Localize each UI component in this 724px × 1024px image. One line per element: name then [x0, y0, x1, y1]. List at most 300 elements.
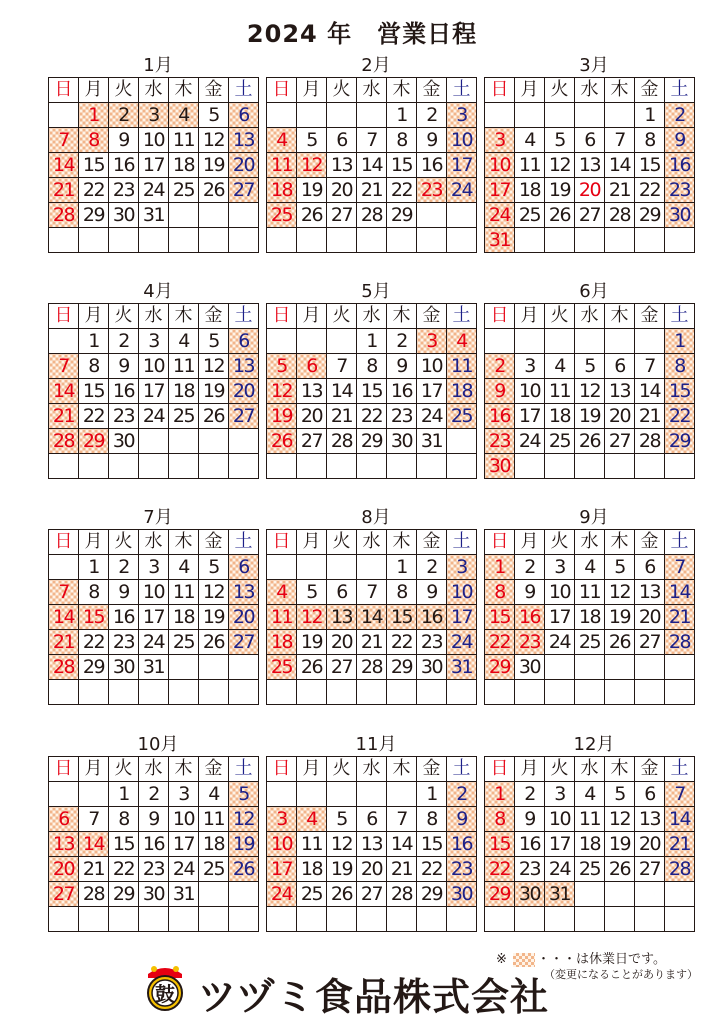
empty-cell — [515, 680, 545, 705]
empty-cell — [199, 228, 229, 253]
empty-cell — [139, 907, 169, 932]
month-name: 12月 — [573, 734, 615, 755]
empty-cell — [327, 228, 357, 253]
empty-cell — [49, 555, 79, 580]
empty-cell — [327, 680, 357, 705]
day-cell: 22 — [357, 404, 387, 429]
day-cell: 14 — [357, 153, 387, 178]
day-cell: 5 — [297, 580, 327, 605]
day-cell: 30 — [515, 655, 545, 680]
day-cell: 28 — [387, 882, 417, 907]
day-cell: 2 — [109, 103, 139, 128]
day-cell: 7 — [49, 580, 79, 605]
empty-cell — [297, 329, 327, 354]
day-cell: 18 — [169, 605, 199, 630]
month-grid — [266, 303, 477, 479]
day-cell: 20 — [575, 178, 605, 203]
weekday-header-row — [267, 757, 477, 782]
empty-cell — [169, 454, 199, 479]
weekday-header: 木 — [387, 757, 417, 782]
day-cell: 24 — [169, 857, 199, 882]
empty-cell — [635, 907, 665, 932]
month-name: 7月 — [143, 507, 173, 528]
empty-cell — [635, 655, 665, 680]
empty-cell — [297, 907, 327, 932]
weekday-header: 火 — [327, 530, 357, 555]
day-cell: 21 — [605, 178, 635, 203]
week-row — [49, 857, 259, 882]
empty-cell — [357, 555, 387, 580]
day-cell: 9 — [515, 580, 545, 605]
day-cell: 12 — [267, 379, 297, 404]
week-row — [49, 128, 259, 153]
empty-cell — [665, 907, 695, 932]
empty-cell — [447, 228, 477, 253]
day-cell: 19 — [297, 630, 327, 655]
day-cell: 6 — [357, 807, 387, 832]
day-cell: 1 — [665, 329, 695, 354]
weekday-header: 火 — [327, 757, 357, 782]
day-cell: 23 — [447, 857, 477, 882]
day-cell: 17 — [545, 605, 575, 630]
day-cell: 5 — [199, 103, 229, 128]
week-row — [49, 178, 259, 203]
weekday-header: 火 — [109, 78, 139, 103]
weekday-header: 月 — [297, 304, 327, 329]
day-cell: 17 — [447, 605, 477, 630]
day-cell: 29 — [79, 655, 109, 680]
weekday-header: 金 — [199, 304, 229, 329]
day-cell: 9 — [447, 807, 477, 832]
empty-cell — [575, 882, 605, 907]
weekday-header: 土 — [447, 78, 477, 103]
weekday-header: 金 — [635, 304, 665, 329]
empty-cell — [485, 329, 515, 354]
empty-cell — [665, 228, 695, 253]
day-cell: 2 — [515, 782, 545, 807]
weekday-header: 月 — [79, 530, 109, 555]
weekday-header: 火 — [545, 78, 575, 103]
week-row — [485, 807, 695, 832]
empty-cell — [605, 329, 635, 354]
week-row — [49, 103, 259, 128]
day-cell: 13 — [297, 379, 327, 404]
weekday-header: 金 — [417, 78, 447, 103]
day-cell: 1 — [109, 782, 139, 807]
empty-cell — [575, 655, 605, 680]
weekday-header: 土 — [665, 530, 695, 555]
weekday-header: 金 — [635, 757, 665, 782]
weekday-header: 日 — [267, 78, 297, 103]
day-cell: 16 — [447, 832, 477, 857]
month-calendar — [484, 55, 704, 253]
day-cell: 28 — [635, 429, 665, 454]
day-cell: 15 — [485, 605, 515, 630]
day-cell: 20 — [357, 857, 387, 882]
week-row — [49, 153, 259, 178]
day-cell: 15 — [357, 379, 387, 404]
week-row — [49, 429, 259, 454]
week-row — [267, 580, 477, 605]
day-cell: 1 — [417, 782, 447, 807]
empty-cell — [169, 203, 199, 228]
empty-cell — [515, 329, 545, 354]
day-cell: 18 — [515, 178, 545, 203]
day-cell: 25 — [545, 429, 575, 454]
day-cell: 25 — [267, 655, 297, 680]
empty-cell — [485, 103, 515, 128]
day-cell: 30 — [665, 203, 695, 228]
day-cell: 2 — [485, 354, 515, 379]
day-cell: 12 — [229, 807, 259, 832]
day-cell: 6 — [49, 807, 79, 832]
day-cell: 15 — [79, 379, 109, 404]
weekday-header: 日 — [485, 757, 515, 782]
month-grid — [266, 529, 477, 705]
empty-cell — [199, 429, 229, 454]
day-cell: 9 — [417, 128, 447, 153]
day-cell: 20 — [327, 630, 357, 655]
empty-cell — [199, 655, 229, 680]
day-cell: 12 — [605, 580, 635, 605]
empty-cell — [575, 329, 605, 354]
day-cell: 1 — [387, 103, 417, 128]
weekday-header: 土 — [229, 78, 259, 103]
day-cell: 11 — [199, 807, 229, 832]
weekday-header: 水 — [357, 530, 387, 555]
week-row — [267, 907, 477, 932]
empty-cell — [199, 882, 229, 907]
week-row — [49, 580, 259, 605]
day-cell: 14 — [635, 379, 665, 404]
week-row — [485, 203, 695, 228]
empty-cell — [357, 907, 387, 932]
month-name: 3月 — [579, 55, 609, 76]
day-cell: 31 — [417, 429, 447, 454]
day-cell: 18 — [267, 630, 297, 655]
weekday-header-row — [49, 530, 259, 555]
day-cell: 18 — [169, 379, 199, 404]
week-row — [485, 580, 695, 605]
week-row — [485, 832, 695, 857]
empty-cell — [417, 203, 447, 228]
day-cell: 14 — [605, 153, 635, 178]
day-cell: 26 — [545, 203, 575, 228]
day-cell: 26 — [199, 178, 229, 203]
week-row — [485, 429, 695, 454]
empty-cell — [447, 907, 477, 932]
day-cell: 10 — [485, 153, 515, 178]
weekday-header: 金 — [417, 757, 447, 782]
day-cell: 3 — [417, 329, 447, 354]
day-cell: 31 — [545, 882, 575, 907]
weekday-header: 金 — [417, 304, 447, 329]
week-row — [267, 555, 477, 580]
day-cell: 1 — [357, 329, 387, 354]
day-cell: 5 — [199, 555, 229, 580]
day-cell: 17 — [515, 404, 545, 429]
day-cell: 8 — [485, 807, 515, 832]
day-cell: 1 — [387, 555, 417, 580]
day-cell: 17 — [447, 153, 477, 178]
weekday-header: 月 — [515, 530, 545, 555]
day-cell: 25 — [297, 882, 327, 907]
weekday-header: 土 — [447, 304, 477, 329]
month-name: 5月 — [361, 281, 391, 302]
week-row — [49, 605, 259, 630]
month-name: 10月 — [137, 734, 179, 755]
day-cell: 26 — [199, 630, 229, 655]
empty-cell — [229, 882, 259, 907]
week-row — [267, 832, 477, 857]
day-cell: 18 — [575, 605, 605, 630]
weekday-header: 木 — [169, 78, 199, 103]
week-row — [267, 882, 477, 907]
empty-cell — [109, 454, 139, 479]
day-cell: 28 — [665, 630, 695, 655]
weekday-header: 水 — [575, 757, 605, 782]
day-cell: 25 — [267, 203, 297, 228]
empty-cell — [665, 454, 695, 479]
month-name: 1月 — [143, 55, 173, 76]
day-cell: 7 — [49, 128, 79, 153]
weekday-header: 日 — [49, 78, 79, 103]
day-cell: 2 — [515, 555, 545, 580]
day-cell: 27 — [357, 882, 387, 907]
day-cell: 19 — [199, 153, 229, 178]
day-cell: 11 — [169, 128, 199, 153]
day-cell: 12 — [199, 354, 229, 379]
company-name: ツヅミ食品株式会社 — [198, 975, 550, 1019]
day-cell: 24 — [139, 630, 169, 655]
day-cell: 7 — [357, 128, 387, 153]
empty-cell — [79, 782, 109, 807]
week-row — [267, 404, 477, 429]
weekday-header: 水 — [575, 304, 605, 329]
day-cell: 29 — [109, 882, 139, 907]
empty-cell — [515, 907, 545, 932]
day-cell: 13 — [229, 354, 259, 379]
empty-cell — [109, 907, 139, 932]
day-cell: 10 — [169, 807, 199, 832]
week-row — [485, 882, 695, 907]
weekday-header: 金 — [635, 78, 665, 103]
day-cell: 5 — [605, 782, 635, 807]
day-cell: 6 — [327, 128, 357, 153]
day-cell: 6 — [605, 354, 635, 379]
day-cell: 25 — [575, 857, 605, 882]
day-cell: 29 — [665, 429, 695, 454]
day-cell: 16 — [109, 605, 139, 630]
weekday-header: 日 — [49, 757, 79, 782]
week-row — [485, 555, 695, 580]
empty-cell — [575, 907, 605, 932]
day-cell: 30 — [417, 655, 447, 680]
day-cell: 8 — [635, 128, 665, 153]
day-cell: 23 — [665, 178, 695, 203]
empty-cell — [267, 680, 297, 705]
day-cell: 9 — [515, 807, 545, 832]
empty-cell — [485, 680, 515, 705]
empty-cell — [267, 782, 297, 807]
day-cell: 23 — [515, 630, 545, 655]
weekday-header: 水 — [139, 530, 169, 555]
day-cell: 6 — [229, 555, 259, 580]
day-cell: 15 — [79, 605, 109, 630]
day-cell: 14 — [387, 832, 417, 857]
day-cell: 9 — [109, 128, 139, 153]
week-row — [485, 605, 695, 630]
day-cell: 14 — [49, 153, 79, 178]
day-cell: 15 — [387, 153, 417, 178]
day-cell: 13 — [605, 379, 635, 404]
day-cell: 1 — [485, 555, 515, 580]
weekday-header: 日 — [267, 530, 297, 555]
empty-cell — [357, 680, 387, 705]
day-cell: 3 — [447, 103, 477, 128]
empty-cell — [417, 228, 447, 253]
day-cell: 28 — [49, 655, 79, 680]
day-cell: 11 — [169, 580, 199, 605]
weekday-header: 木 — [605, 304, 635, 329]
week-row — [485, 128, 695, 153]
empty-cell — [139, 429, 169, 454]
week-row — [49, 329, 259, 354]
day-cell: 28 — [327, 429, 357, 454]
day-cell: 21 — [49, 178, 79, 203]
empty-cell — [635, 228, 665, 253]
empty-cell — [665, 882, 695, 907]
week-row — [49, 907, 259, 932]
day-cell: 19 — [605, 832, 635, 857]
day-cell: 13 — [635, 580, 665, 605]
day-cell: 21 — [387, 857, 417, 882]
weekday-header: 木 — [605, 757, 635, 782]
empty-cell — [515, 103, 545, 128]
week-row — [485, 630, 695, 655]
empty-cell — [605, 228, 635, 253]
day-cell: 1 — [79, 555, 109, 580]
day-cell: 15 — [417, 832, 447, 857]
day-cell: 7 — [327, 354, 357, 379]
empty-cell — [199, 680, 229, 705]
month-name: 4月 — [143, 281, 173, 302]
empty-cell — [387, 680, 417, 705]
day-cell: 24 — [139, 404, 169, 429]
day-cell: 8 — [357, 354, 387, 379]
day-cell: 25 — [169, 178, 199, 203]
weekday-header: 月 — [515, 757, 545, 782]
week-row — [49, 807, 259, 832]
week-row — [49, 782, 259, 807]
day-cell: 15 — [109, 832, 139, 857]
empty-cell — [327, 103, 357, 128]
weekday-header: 月 — [515, 78, 545, 103]
week-row — [267, 807, 477, 832]
day-cell: 7 — [605, 128, 635, 153]
day-cell: 5 — [297, 128, 327, 153]
day-cell: 26 — [605, 630, 635, 655]
day-cell: 18 — [447, 379, 477, 404]
empty-cell — [267, 329, 297, 354]
day-cell: 7 — [665, 555, 695, 580]
day-cell: 16 — [485, 404, 515, 429]
day-cell: 28 — [605, 203, 635, 228]
day-cell: 26 — [297, 203, 327, 228]
day-cell: 1 — [485, 782, 515, 807]
day-cell: 21 — [635, 404, 665, 429]
day-cell: 16 — [515, 605, 545, 630]
day-cell: 28 — [357, 203, 387, 228]
page-title: 2024 年 営業日程 — [246, 20, 478, 48]
weekday-header: 火 — [109, 757, 139, 782]
empty-cell — [605, 454, 635, 479]
day-cell: 11 — [267, 153, 297, 178]
week-row — [485, 153, 695, 178]
day-cell: 22 — [485, 630, 515, 655]
day-cell: 13 — [49, 832, 79, 857]
weekday-header-row — [485, 530, 695, 555]
day-cell: 6 — [327, 580, 357, 605]
day-cell: 27 — [327, 203, 357, 228]
day-cell: 22 — [79, 178, 109, 203]
empty-cell — [49, 329, 79, 354]
weekday-header: 木 — [605, 78, 635, 103]
day-cell: 24 — [267, 882, 297, 907]
day-cell: 17 — [169, 832, 199, 857]
week-row — [485, 178, 695, 203]
day-cell: 26 — [575, 429, 605, 454]
day-cell: 3 — [485, 128, 515, 153]
day-cell: 3 — [447, 555, 477, 580]
empty-cell — [515, 228, 545, 253]
week-row — [485, 329, 695, 354]
day-cell: 17 — [139, 153, 169, 178]
weekday-header: 金 — [199, 78, 229, 103]
day-cell: 7 — [49, 354, 79, 379]
empty-cell — [327, 907, 357, 932]
day-cell: 20 — [635, 605, 665, 630]
week-row — [49, 680, 259, 705]
day-cell: 25 — [515, 203, 545, 228]
day-cell: 4 — [267, 580, 297, 605]
day-cell: 23 — [387, 404, 417, 429]
weekday-header: 日 — [485, 304, 515, 329]
empty-cell — [357, 782, 387, 807]
empty-cell — [387, 228, 417, 253]
empty-cell — [545, 329, 575, 354]
day-cell: 4 — [297, 807, 327, 832]
month-grid — [266, 756, 477, 932]
empty-cell — [49, 228, 79, 253]
day-cell: 11 — [267, 605, 297, 630]
week-row — [267, 329, 477, 354]
weekday-header: 土 — [229, 530, 259, 555]
empty-cell — [297, 782, 327, 807]
weekday-header-row — [485, 78, 695, 103]
day-cell: 13 — [635, 807, 665, 832]
empty-cell — [485, 907, 515, 932]
weekday-header: 日 — [485, 78, 515, 103]
month-name: 9月 — [579, 507, 609, 528]
weekday-header-row — [485, 304, 695, 329]
day-cell: 10 — [515, 379, 545, 404]
month-grid — [266, 77, 477, 253]
weekday-header: 月 — [79, 78, 109, 103]
empty-cell — [199, 203, 229, 228]
day-cell: 8 — [665, 354, 695, 379]
empty-cell — [297, 555, 327, 580]
